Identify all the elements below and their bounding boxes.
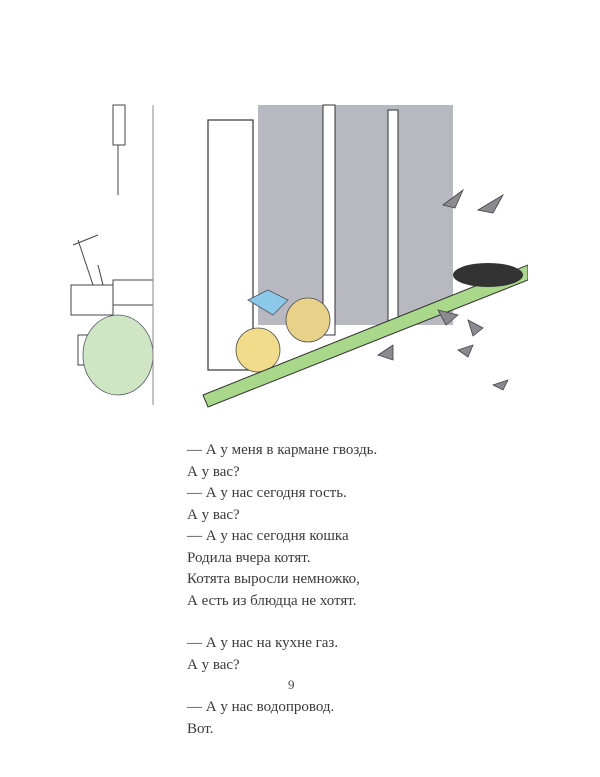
poem-line: А у вас? <box>187 463 240 480</box>
poem-line: — А у нас сегодня кошка <box>187 528 349 544</box>
window-scene-illustration <box>68 95 528 410</box>
poem-line: — А у нас водопровод. <box>187 699 335 715</box>
stanza-3 <box>187 697 377 740</box>
poem-line: А у вас? <box>187 506 240 523</box>
poem-line: — А у нас сегодня гость. <box>187 485 347 501</box>
poem-line: Родила вчера котят. <box>187 549 311 566</box>
poem-line: А есть из блюдца не хотят. <box>187 592 357 609</box>
poem-line: — А у нас на кухне газ. <box>187 635 339 651</box>
illustration <box>68 95 528 410</box>
poem-line: Вот. <box>187 720 214 737</box>
poem-line: А у вас? <box>187 656 240 673</box>
stanza-1 <box>187 440 377 612</box>
stanza-2 <box>187 633 377 676</box>
page-number: 9 <box>288 677 295 692</box>
poem-text <box>187 440 377 740</box>
window-frame <box>208 105 453 370</box>
poem-line: Котята выросли немножко, <box>187 571 360 587</box>
poem-line: — А у меня в кармане гвоздь. <box>187 442 378 458</box>
